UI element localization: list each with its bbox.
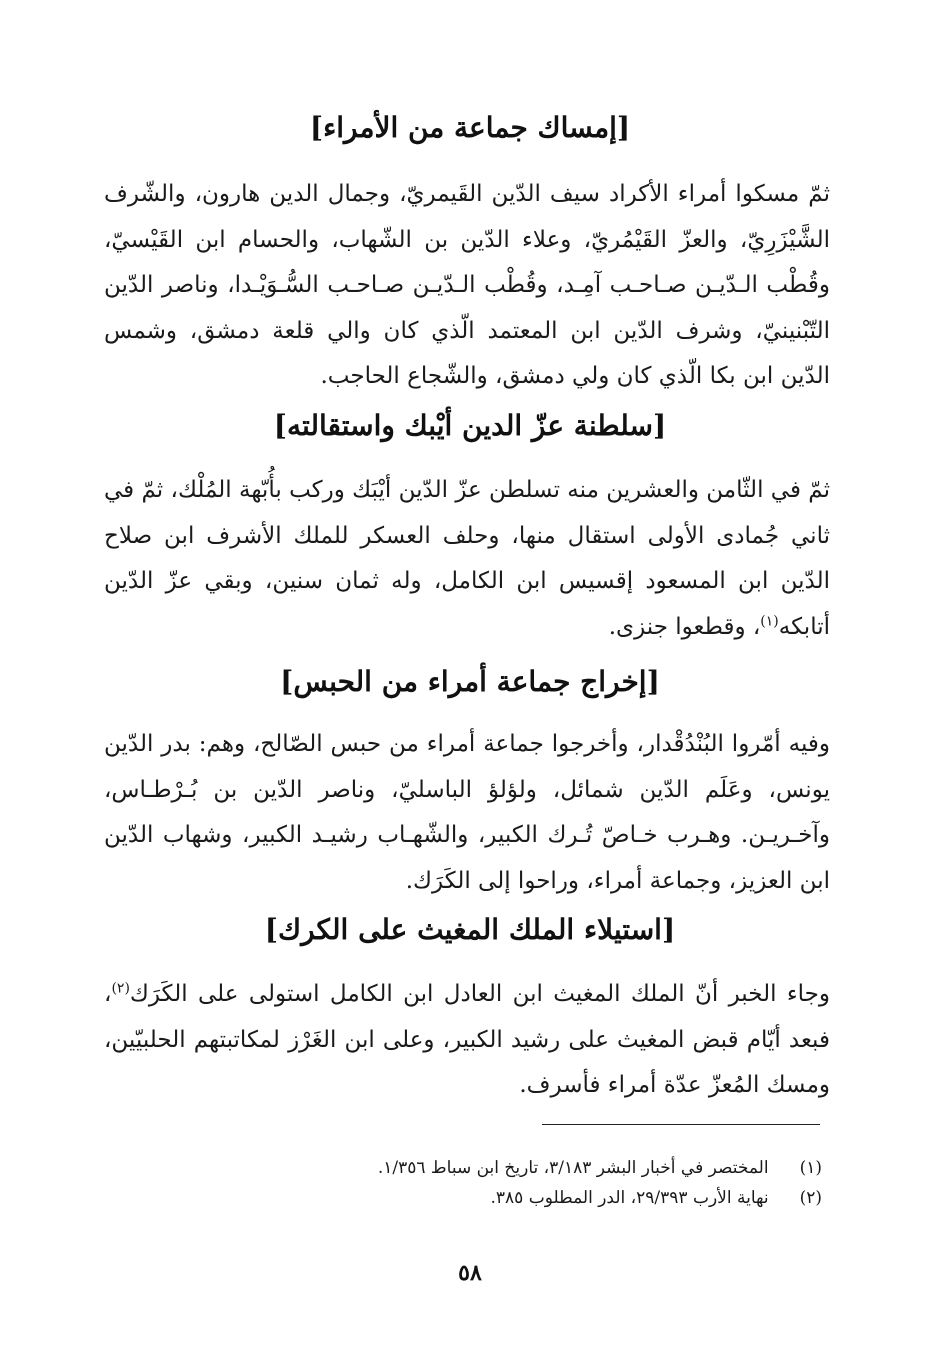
footnote-text: المختصر في أخبار البشر ٣/١٨٣، تاريخ ابن سباط ١/٣٥٦. [377, 1158, 769, 1178]
footnote-2 [104, 1186, 822, 1210]
section-paragraph-arrest-emirs: ثمّ مسكوا أمراء الأكراد سيف الدّين القَيمريّ، وجمال الدين هارون، والشّرف الشَّيْزَرِيّ، والعزّ القَيْمُريّ، وعلاء الدّين بن الشّهاب، والحسام ابن القَيْسيّ، وقُطْب الـدّيـن صـاحـب آمِـد، وقُطْب الـدّيـن صـاحـب السُّـوَيْـدا، وناصر الدّين التّبْنينيّ، وشرف الدّين ابن المعتمد الّذي كان والي قلعة دمشق، وشمس الدّين ابن بكا الّذي كان ولي دمشق، والشّجاع الحاجب. [104, 181, 830, 389]
paragraph-text: ، فبعد أيّام قبض المغيث على رشيد الكبير، وعلى ابن الغَرْز لمكاتبتهم الحلبيّين، ومسك المُعزّ عدّة أمراء فأسرف. [104, 981, 830, 1098]
footnote-text: نهاية الأرب ٢٩/٣٩٣، الدر المطلوب ٣٨٥. [490, 1188, 769, 1208]
footnote-number: (٢) [799, 1188, 822, 1208]
footnote-1 [104, 1156, 822, 1180]
paragraph-text: وجاء الخبر أنّ الملك المغيث ابن العادل ابن الكامل استولى على الكَرَك [129, 981, 830, 1007]
section-paragraph-mughith-karak [104, 972, 830, 1109]
footnote-separator [542, 1124, 820, 1125]
section-heading-arrest-emirs: [إمساك جماعة من الأمراء] [309, 111, 631, 144]
section-paragraph-release-emirs: وفيه أمّروا البُنْدُقْدار، وأخرجوا جماعة أمراء من حبس الصّالح، وهم: بدر الدّين يونس، وعَلَم الدّين شمائل، ولؤلؤ الباسليّ، وناصر الدّين بن بُـرْطـاس، وآخـريـن. وهـرب خـاصّ تُـرك الكبير، والشّهـاب رشيـد الكبير، وشهاب الدّين ابن العزيز، وجماعة أمراء، وراحوا إلى الكَرَك. [104, 731, 830, 894]
section-heading-aybak-sultanate: [سلطنة عزّ الدين أيْبك واستقالته] [273, 409, 667, 442]
section-heading-mughith-karak: [استيلاء الملك المغيث على الكرك] [264, 913, 676, 946]
footnote-reference: (٢) [111, 980, 130, 997]
paragraph-text: ثمّ في الثّامن والعشرين منه تسلطن عزّ الدّين أيْبَك وركب بأُبّهة المُلْك، ثمّ في ثاني جُمادى الأولى استقال منها، وحلف العسكر للملك الأشرف ابن صلاح الدّين ابن المسعود إقسيس ابن الكامل، وله ثمان سنين، وبقي عزّ الدّين أتابكه [104, 477, 830, 640]
footnote-reference: (١) [760, 612, 779, 629]
paragraph-text: ، وقطعوا جنزى. [608, 613, 761, 640]
section-heading-release-emirs: [إخراج جماعة أمراء من الحبس] [280, 665, 660, 698]
footnote-number: (١) [799, 1158, 822, 1178]
section-paragraph-aybak-sultanate [104, 468, 830, 650]
page-number: ٥٨ [458, 1260, 482, 1286]
